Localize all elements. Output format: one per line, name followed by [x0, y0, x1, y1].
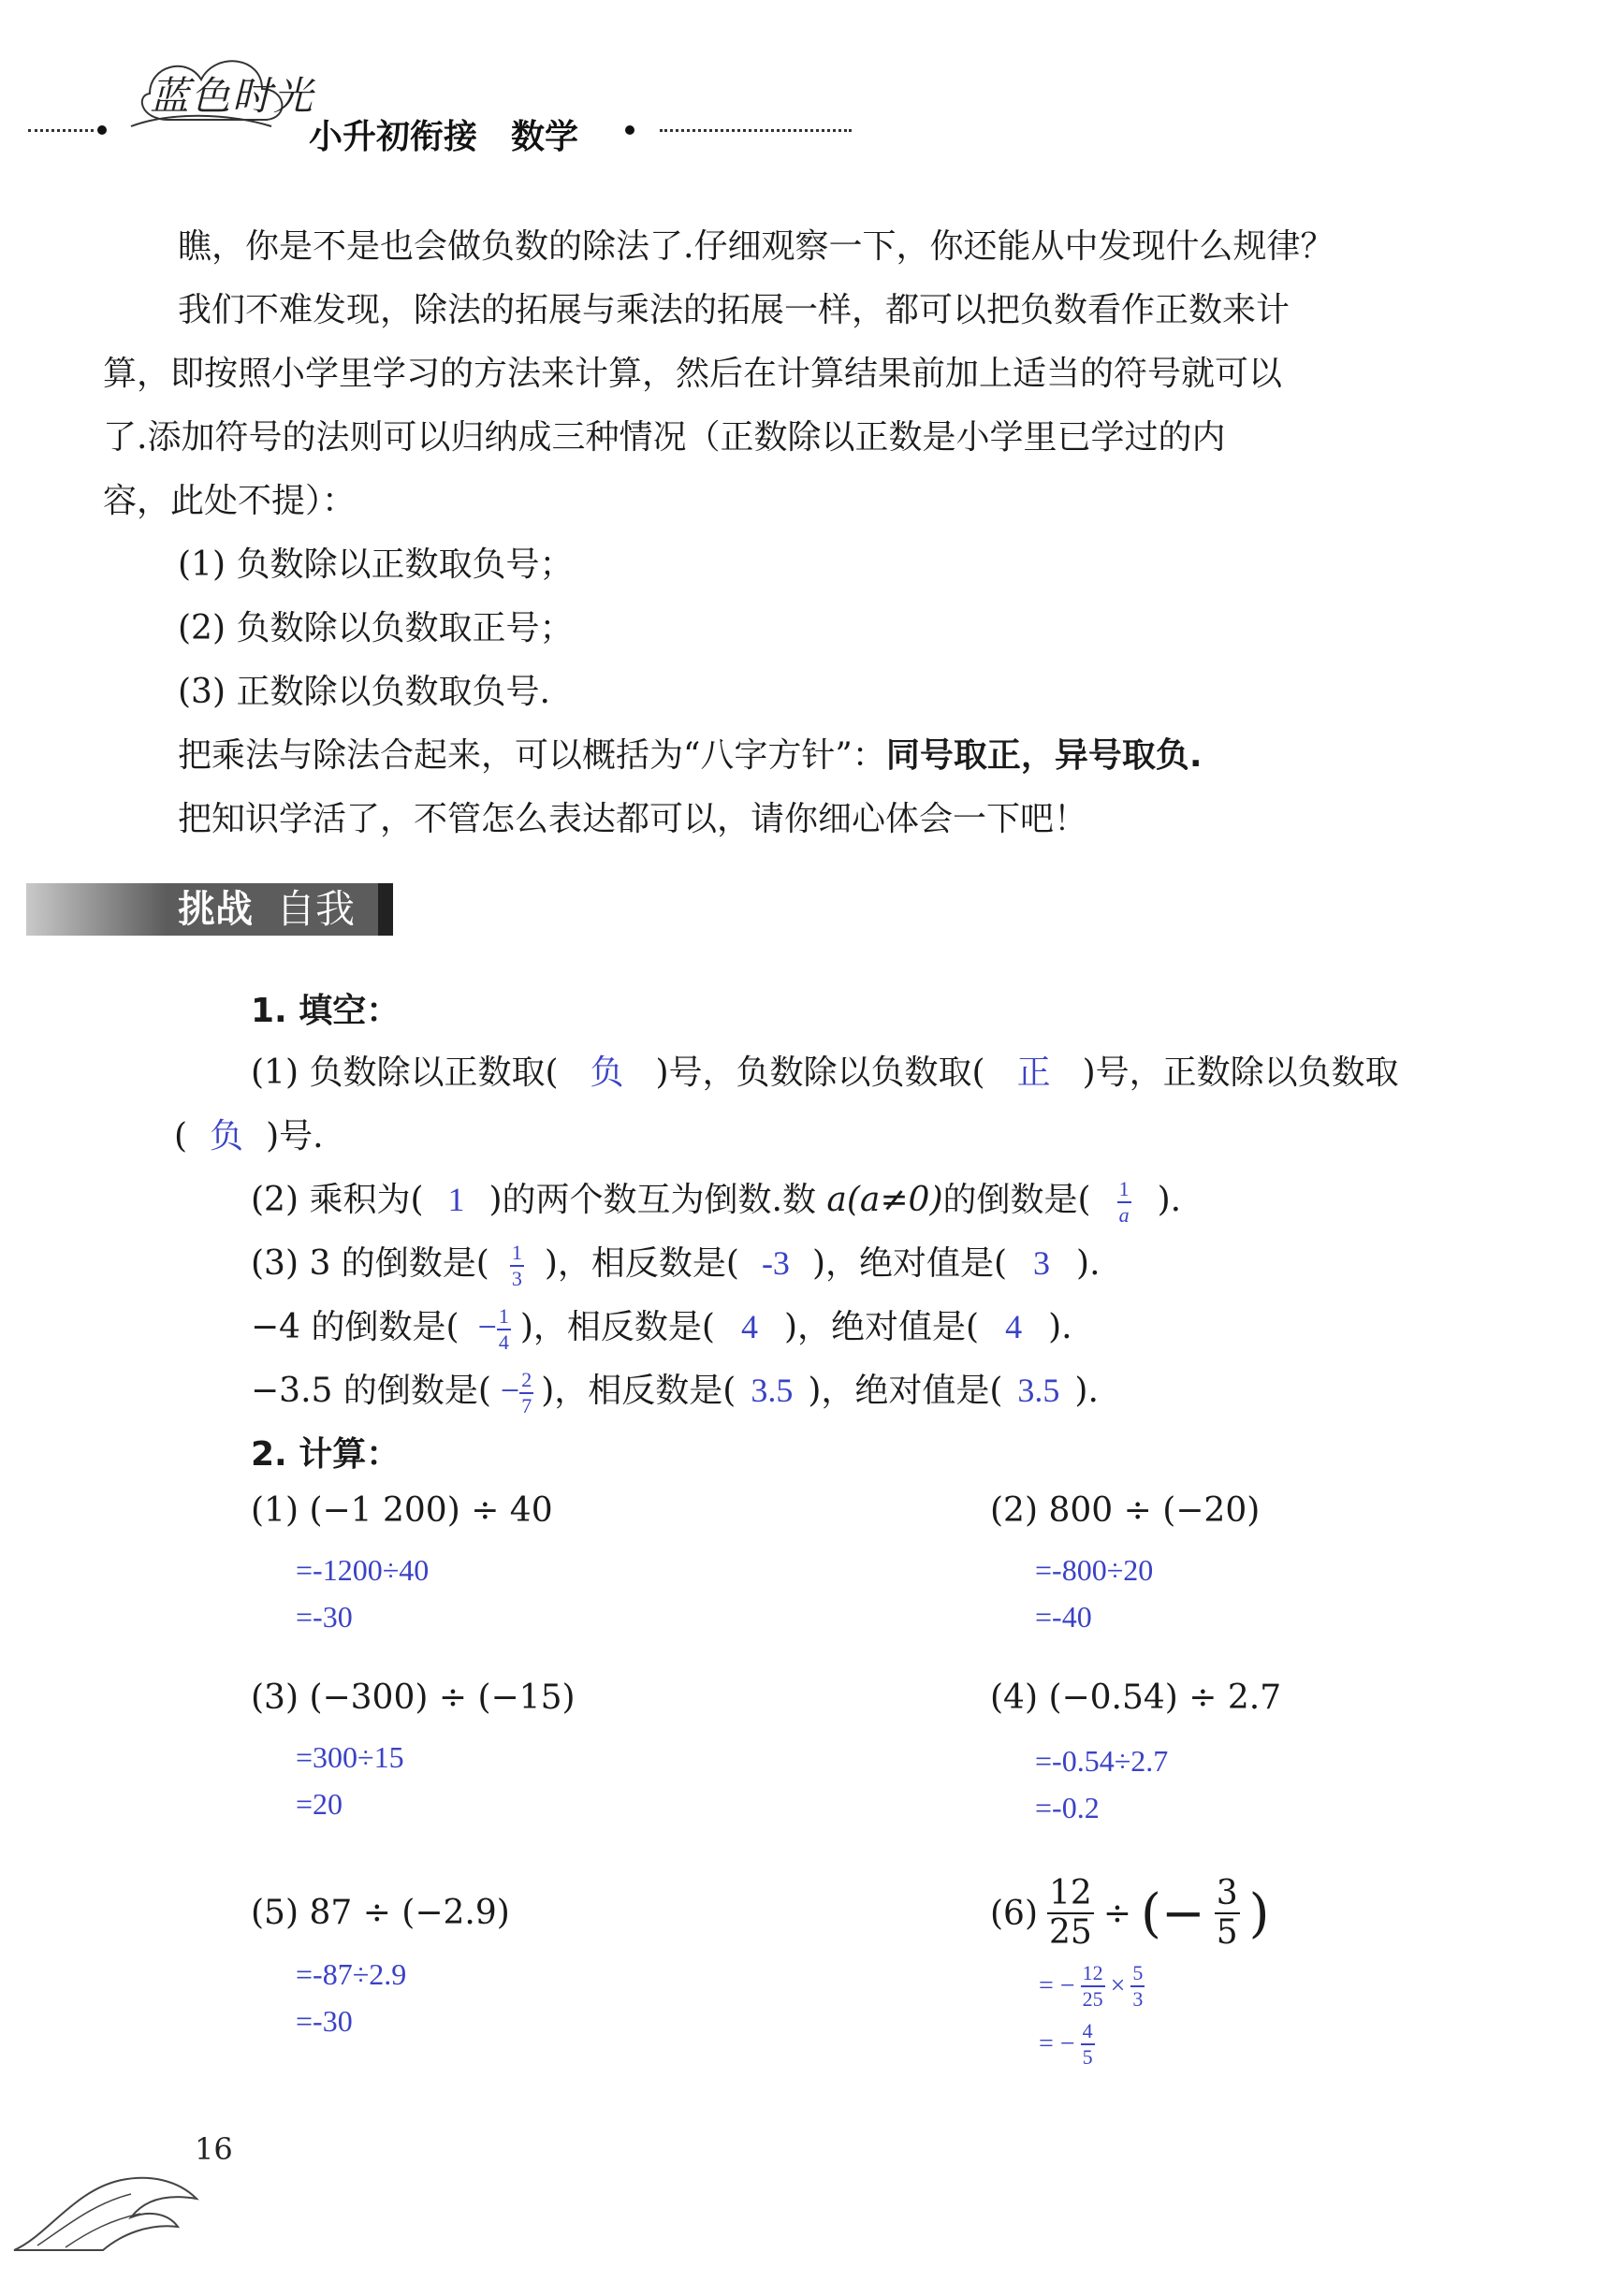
q2-problem-2: (2) 800 ÷ (−20): [990, 1491, 1261, 1530]
rule-3: (3) 正数除以负数取负号.: [178, 673, 550, 711]
step-prefix: = −: [1039, 1971, 1075, 2000]
q1-s5-answer-fraction: [519, 1370, 541, 1417]
fraction-denominator: 7: [521, 1394, 532, 1417]
q2-problem-2-step-2: =-40: [1035, 1600, 1092, 1634]
header-bullet-left: [97, 125, 107, 135]
q1-s4-text-d: ).: [1048, 1308, 1072, 1346]
fraction-numerator: 5: [1130, 1963, 1145, 1987]
q1-item-1-continued: [174, 1110, 324, 1157]
fraction-denominator: 25: [1082, 1987, 1103, 2011]
q1-s5-answer-3: 3.5: [1017, 1372, 1060, 1409]
q2-problem-3-step-1: =300÷15: [296, 1740, 404, 1774]
q2-heading: 2. 计算：: [251, 1435, 401, 1474]
fraction-denominator: 4: [498, 1330, 509, 1354]
section-banner-end: [378, 883, 393, 936]
fraction-numerator: 2: [519, 1370, 533, 1394]
q1-s4-answer-2: 4: [740, 1308, 758, 1345]
q1-s3-text-a: (3) 3 的倒数是(: [251, 1244, 489, 1283]
intro-paragraph-2-line-1: 我们不难发现，除法的拓展与乘法的拓展一样，都可以把负数看作正数来计: [178, 291, 1290, 329]
q1-s2-answer-1: 1: [447, 1181, 465, 1218]
q1-s3-text-c: )，绝对值是(: [811, 1244, 1008, 1283]
q2-problem-4-step-2: =-0.2: [1035, 1791, 1100, 1824]
summary-rule: 同号取正，异号取负.: [885, 736, 1203, 775]
fraction-denominator: 3: [511, 1267, 522, 1290]
q2-problem-6-step-1: [1039, 1963, 1145, 2010]
header-title: 小升初衔接 数学: [309, 118, 579, 156]
q2-problem-5: (5) 87 ÷ (−2.9): [251, 1894, 510, 1932]
step-fraction-1: [1081, 1963, 1105, 2010]
step-prefix: = −: [1039, 2029, 1075, 2058]
q1-s4-text-b: )，相反数是(: [519, 1308, 715, 1346]
division-sign: ÷: [1102, 1894, 1131, 1933]
q2-problem-3-step-2: =20: [296, 1787, 343, 1821]
intro-paragraph-2-line-2: 算，即按照小学里学习的方法来计算，然后在计算结果前加上适当的符号就可以: [103, 355, 1283, 393]
q1-s5-answer-sign: −: [500, 1372, 520, 1409]
q1-s1-answer-3: 负: [210, 1117, 244, 1155]
header-rule-left: [28, 129, 94, 132]
q1-item-3: [251, 1237, 1101, 1289]
q1-s2-text-c: 的倒数是(: [942, 1181, 1091, 1219]
section-banner-fade: [26, 883, 167, 936]
q1-s5-answer-2: 3.5: [751, 1372, 794, 1409]
q1-s2-text-d: ).: [1157, 1181, 1182, 1219]
step-fraction-2: [1130, 1963, 1145, 2010]
q1-s2-text-a: (2) 乘积为(: [251, 1181, 424, 1219]
fraction-denominator: 3: [1132, 1987, 1144, 2011]
fraction-denominator: 5: [1216, 1913, 1238, 1952]
multiplication-sign: ×: [1110, 1971, 1126, 2000]
q2-problem-6-step-2: [1039, 2021, 1095, 2068]
fraction-numerator: 4: [1081, 2021, 1095, 2045]
q2-problem-3: (3) (−300) ÷ (−15): [251, 1678, 576, 1717]
header-rule-right: [660, 129, 852, 132]
q1-s4-answer-fraction: [497, 1306, 520, 1353]
fraction-numerator: 1: [510, 1242, 524, 1267]
q2-problem-6-fraction-2: [1215, 1874, 1240, 1952]
q1-s3-answer-fraction: [489, 1242, 545, 1289]
q1-s4-answer-sign: −: [477, 1308, 497, 1345]
intro-paragraph-2-line-3: 了.添加符号的法则可以归纳成三种情况（正数除以正数是小学里已学过的内: [103, 418, 1226, 457]
summary-prefix: 把乘法与除法合起来，可以概括为“八字方针”：: [178, 736, 886, 775]
q1-s5-text-a: −3.5 的倒数是(: [251, 1372, 491, 1410]
rule-1: (1) 负数除以正数取负号；: [178, 545, 574, 584]
q1-s1-text-a: (1) 负数除以正数取(: [251, 1054, 559, 1092]
fraction-denominator: 25: [1049, 1913, 1092, 1952]
q1-s3-answer-3: 3: [1033, 1244, 1051, 1282]
page-number: 16: [195, 2131, 233, 2167]
q1-s2-answer-fraction: [1091, 1179, 1158, 1226]
q2-problem-4-step-1: =-0.54÷2.7: [1035, 1744, 1169, 1778]
fraction-numerator: 3: [1216, 1874, 1238, 1912]
q2-problem-6-label: (6): [990, 1894, 1038, 1933]
q1-heading: 1. 填空：: [251, 992, 401, 1030]
fraction-numerator: 1: [497, 1306, 511, 1330]
q1-s1-answer-2: 正: [1016, 1054, 1051, 1091]
q2-problem-6-open-paren: (−: [1140, 1882, 1205, 1944]
q1-s4-text-c: )，绝对值是(: [783, 1308, 980, 1346]
q1-item-4: [251, 1301, 1072, 1353]
q1-s3-text-d: ).: [1076, 1244, 1101, 1283]
q1-item-1: [251, 1046, 1399, 1094]
summary-line: [178, 724, 1469, 788]
header-bullet-right: [625, 125, 634, 135]
section-title-strong: 挑战: [178, 888, 253, 931]
q1-s5-text-d: ).: [1074, 1372, 1099, 1410]
q2-problem-1-step-2: =-30: [296, 1600, 353, 1634]
q2-problem-5-step-1: =-87÷2.9: [296, 1957, 407, 1991]
fraction-numerator: 12: [1081, 1963, 1105, 1987]
q2-problem-6: [990, 1874, 1270, 1952]
q1-s2-variable: a(a≠0): [826, 1181, 943, 1219]
rule-2: (2) 负数除以负数取正号；: [178, 609, 574, 647]
fraction-numerator: 12: [1049, 1874, 1092, 1912]
section-title-light: 自我: [276, 886, 356, 932]
logo-text: 蓝色时光: [150, 73, 315, 119]
q1-s3-text-b: )，相反数是(: [544, 1244, 739, 1283]
intro-paragraph-2-line-4: 容，此处不提）：: [103, 482, 357, 520]
q1-s5-text-b: )，相反数是(: [541, 1372, 736, 1410]
q1-s2-text-b: )的两个数互为倒数.数: [488, 1181, 827, 1219]
q2-problem-4: (4) (−0.54) ÷ 2.7: [990, 1678, 1282, 1717]
q1-s1-text-e: )号.: [266, 1117, 324, 1155]
q1-s4-text-a: −4 的倒数是(: [251, 1308, 459, 1346]
step-fraction: [1081, 2021, 1095, 2068]
q1-s5-text-c: )，绝对值是(: [808, 1372, 1003, 1410]
wave-decoration-icon: [9, 2152, 225, 2259]
q2-problem-2-step-1: =-800÷20: [1035, 1553, 1154, 1587]
q1-item-5: [251, 1364, 1099, 1417]
q2-problem-5-step-2: =-30: [296, 2004, 353, 2038]
fraction-denominator: 5: [1082, 2045, 1093, 2069]
q1-s1-text-d: (: [174, 1117, 188, 1155]
intro-paragraph-1: 瞧，你是不是也会做负数的除法了.仔细观察一下，你还能从中发现什么规律？: [178, 227, 1334, 266]
q1-s3-answer-2: -3: [761, 1244, 790, 1282]
fraction-numerator: 1: [1117, 1179, 1131, 1203]
fraction-denominator: a: [1118, 1203, 1130, 1227]
closing-line: 把知识学活了，不管怎么表达都可以，请你细心体会一下吧！: [178, 800, 1088, 838]
q1-item-2: [251, 1173, 1181, 1226]
q1-s1-answer-1: 负: [590, 1054, 624, 1091]
q1-s1-text-b: )号，负数除以负数取(: [655, 1054, 985, 1092]
q1-s4-answer-3: 4: [1005, 1308, 1023, 1345]
q2-problem-6-close-paren: ): [1248, 1882, 1270, 1944]
q2-problem-1: (1) (−1 200) ÷ 40: [251, 1491, 553, 1530]
q2-problem-6-fraction-1: [1047, 1874, 1094, 1952]
q1-s1-text-c: )号，正数除以负数取: [1082, 1054, 1399, 1092]
q2-problem-1-step-1: =-1200÷40: [296, 1553, 430, 1587]
